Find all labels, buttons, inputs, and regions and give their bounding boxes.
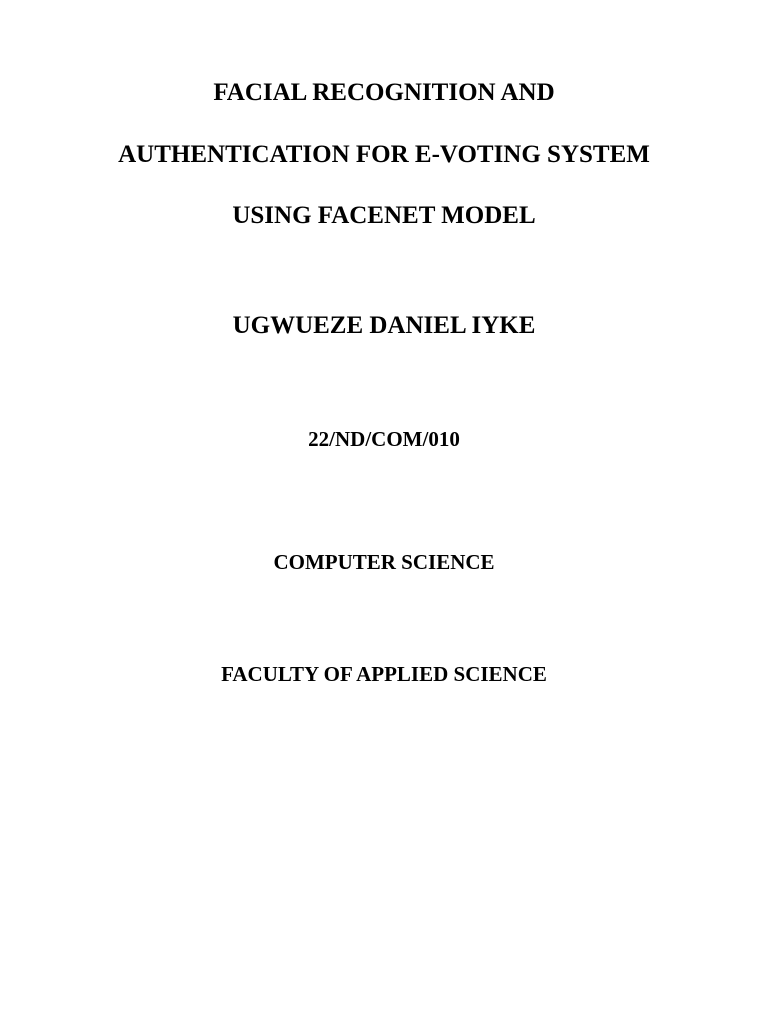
title-line-2: AUTHENTICATION FOR E-VOTING SYSTEM	[118, 141, 650, 168]
title-line-3: USING FACENET MODEL	[232, 202, 536, 229]
faculty-name: FACULTY OF APPLIED SCIENCE	[221, 662, 547, 686]
registration-number: 22/ND/COM/010	[308, 427, 460, 451]
title-line-1: FACIAL RECOGNITION AND	[213, 79, 555, 106]
author-name: UGWUEZE DANIEL IYKE	[232, 312, 536, 339]
department-name: COMPUTER SCIENCE	[273, 550, 495, 574]
